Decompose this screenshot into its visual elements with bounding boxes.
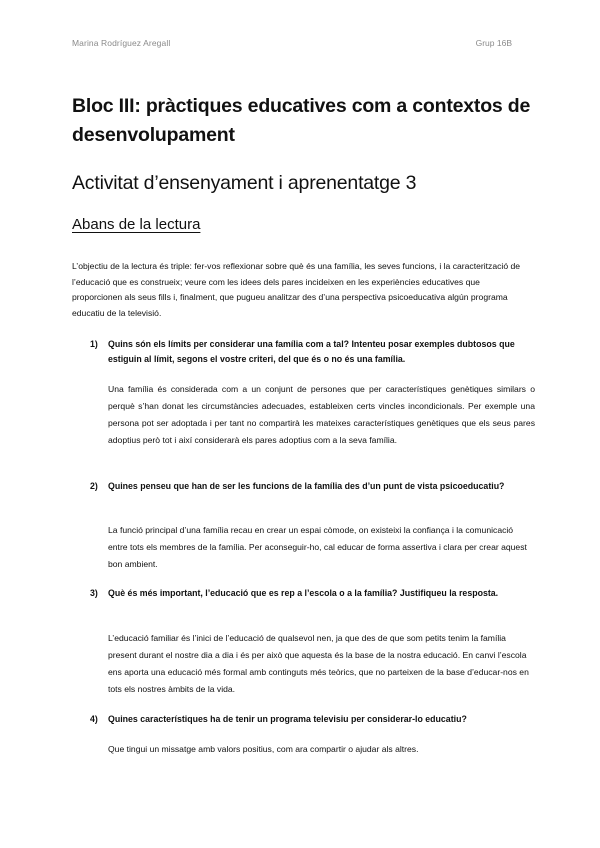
document-title: Bloc III: pràctiques educatives com a contextos de desenvolupament xyxy=(72,95,531,146)
question-text: Quines penseu que han de ser les funcions de la família des d’un punt de vista psicoeducatiu? xyxy=(108,481,505,491)
header-author: Marina Rodríguez Aregall xyxy=(72,38,171,48)
answer-2: La funció principal d’una família recau en crear un espai còmode, on existeixi la confiança i la comunicació entre tots els membres de la família. Per aconseguir-ho, cal educar de forma assertiva i clara per crear aquest bon ambient. xyxy=(108,525,527,569)
intro-paragraph: L’objectiu de la lectura és triple: fer-vos reflexionar sobre què és una família, les seves funcions, i la caracterització de l’educació que es construeix; veure com les idees dels pares incideixen en les experiències educatives que proporcionen als seus fills i, finalment, que pugueu analitzar des d’una perspectiva psicoeducativa algún programa educatiu de la televisió. xyxy=(72,261,521,318)
question-number: 3) xyxy=(90,588,98,598)
answer-1: Una família és considerada com a un conjunt de persones que per característiques genètiques similars o perquè s’han donat les circumstàncies adecuades, estableixen certs vincles incondicionals. Per exemple una persona pot ser adoptada i per tant no compartirà les mateixes característiques genètiques que els seus pares adoptius però tot i així considerarà els pares adoptius com a la seva família. xyxy=(108,384,535,445)
answer-4: Que tingui un missatge amb valors positius, com ara compartir o ajudar als altres. xyxy=(108,744,419,754)
question-number: 1) xyxy=(90,339,98,349)
document-subtitle: Activitat d’ensenyament i aprenentatge 3 xyxy=(72,172,417,194)
question-text: Quines característiques ha de tenir un programa televisiu per considerar-lo educatiu? xyxy=(108,714,467,724)
question-text: Quins són els límits per considerar una família com a tal? Intenteu posar exemples dubtosos que estiguin al límit, segons el vostre criteri, del que és o no és una família. xyxy=(108,339,515,364)
question-number: 2) xyxy=(90,481,98,491)
section-heading: Abans de la lectura xyxy=(72,216,201,233)
answer-3: L’educació familiar és l’inici de l’educació de qualsevol nen, ja que des de que som petits tenim la família present durant el nostre dia a dia i és per això que aquesta és la base de la nostra educació. En canvi l’escola ens aporta una educació més formal amb continguts més teòrics, que no parteixen de la base d’educar-nos en tots els nostres àmbits de la vida. xyxy=(108,633,529,694)
question-number: 4) xyxy=(90,714,98,724)
header-group: Grup 16B xyxy=(475,38,512,48)
question-text: Què és més important, l’educació que es rep a l’escola o a la família? Justifiqueu la resposta. xyxy=(108,588,499,598)
